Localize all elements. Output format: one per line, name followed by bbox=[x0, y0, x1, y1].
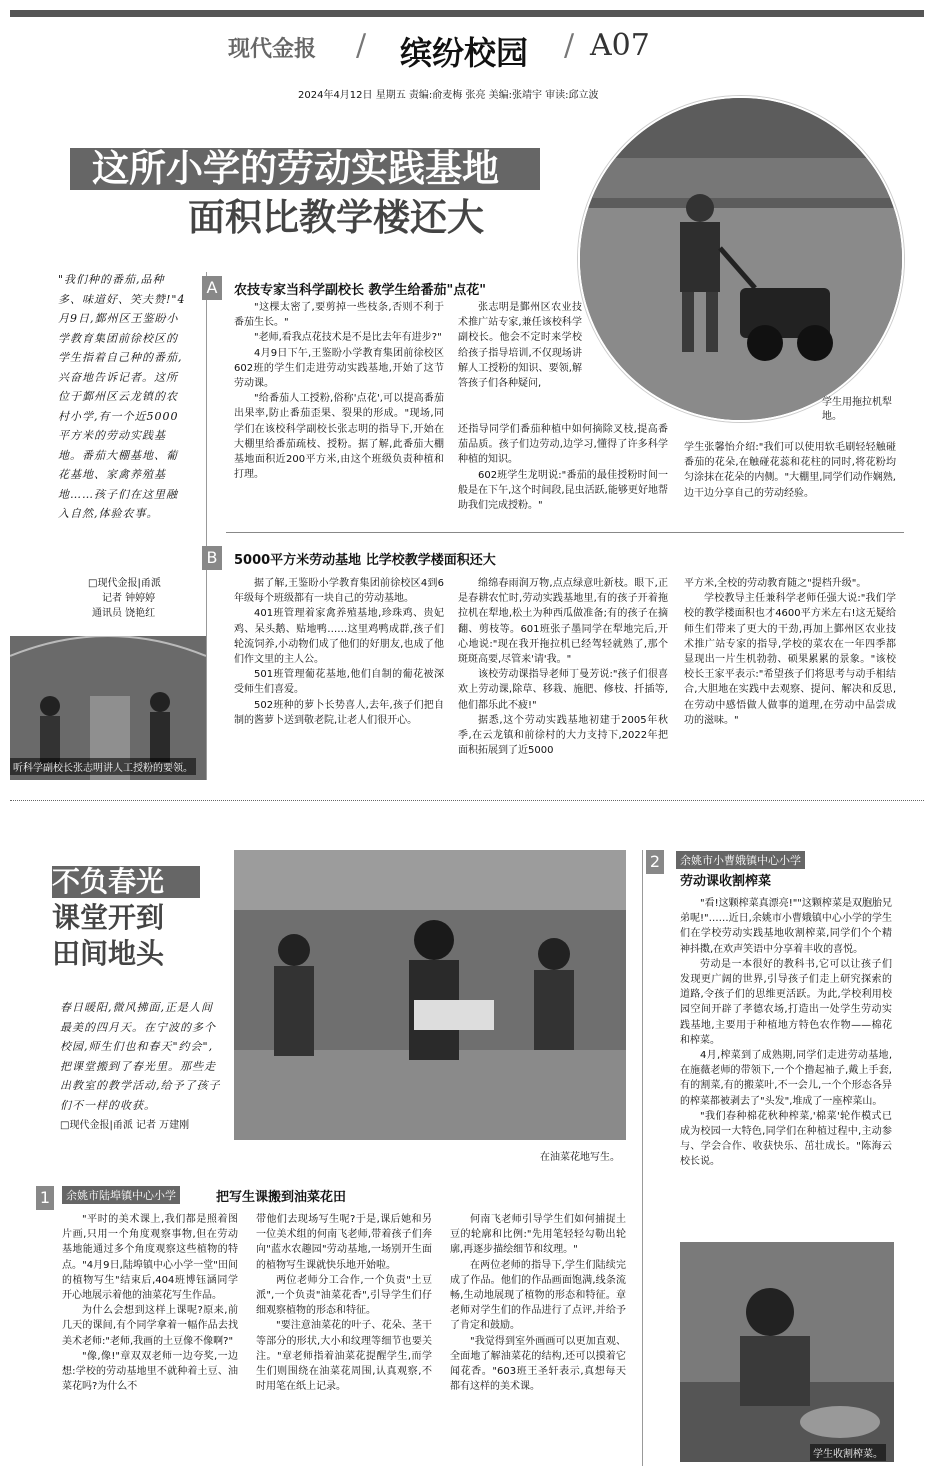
section-marker-2: 2 bbox=[646, 850, 664, 874]
paragraph: 还指导同学们番茄种植中如何摘除叉枝,提高番茄品质。孩子们边劳动,边学习,懂得了许多科学种植的知识。 bbox=[458, 424, 668, 466]
headline-bar bbox=[52, 866, 200, 898]
paragraph: 502班种的萝卜长势喜人,去年,孩子们把自制的酱萝卜送到敬老院,让老人们很开心。 bbox=[234, 699, 444, 726]
section-a-col-2a bbox=[458, 300, 582, 391]
section-marker-a: A bbox=[202, 276, 222, 300]
credit-line: 记者 钟婷婷 bbox=[102, 593, 156, 604]
mustard-harvest-photo bbox=[680, 1242, 894, 1462]
school-tag-1: 余姚市陆埠镇中心小学 bbox=[62, 1186, 180, 1204]
section-a-title: 农技专家当科学副校长 教学生给番茄"点花" bbox=[234, 283, 487, 298]
paragraph: 4月9日下午,王鉴盼小学教育集团前徐校区602班的学生们走进劳动实践基地,开始了这节劳动课。 bbox=[234, 347, 444, 390]
rapeseed-photo-caption: 在油菜花地写生。 bbox=[540, 1152, 620, 1163]
section-2-title: 劳动课收割榨菜 bbox=[680, 874, 772, 889]
paragraph: 劳动是一本很好的教科书,它可以让孩子们发现更广阔的世界,引导孩子们走上研究探索的道路,令孩子们的思维更活跃。为此,学校利用校园空间开辟了孝德农场,打造出一处学生劳动实践基地,主要用于种植地方特色农作物——棉花和榨菜。 bbox=[680, 958, 892, 1046]
section-marker-b: B bbox=[202, 546, 222, 570]
article2-credit: □现代金报|甬派 记者 万建刚 bbox=[60, 1120, 190, 1131]
paragraph: "给番茄人工授粉,俗称'点花',可以提高番茄出果率,防止番茄歪果、裂果的形成。"现场,同学们在该校科学副校长张志明的指导下,开始在大棚里给番茄疏枝、授粉。据了解,此番茄大棚基地面积近200平方米,由这个班级负责种植和打理。 bbox=[234, 393, 444, 481]
paper-name: 现代金报 bbox=[228, 36, 317, 62]
slash-divider: / bbox=[564, 28, 575, 63]
column-divider bbox=[206, 272, 207, 780]
column-divider bbox=[642, 850, 643, 1466]
school-tag-2: 余姚市小曹娥镇中心小学 bbox=[676, 851, 805, 869]
headline-line-3: 田间地头 bbox=[52, 937, 165, 970]
paragraph: "要注意油菜花的叶子、花朵、茎干等部分的形状,大小和纹理等细节也要关注。"章老师指着油菜花提醒学生,而学生们则围绕在油菜花周围,认真观察,不时用笔在纸上记录。 bbox=[256, 1320, 432, 1393]
paragraph: "看!这颗榨菜真漂亮!""这颗榨菜是双胞胎兄弟呢!"……近日,余姚市小曹娥镇中心小学的学生们在学校劳动实践基地收割榨菜,同学们个个精神抖擞,在欢声笑语中分享着丰收的喜悦。 bbox=[680, 898, 892, 955]
headline-line-2: 面积比教学楼还大 bbox=[188, 196, 484, 239]
paragraph: "像,像!"章双双老师一边夸奖,一边想:学校的劳动基地里不就种着土豆、油菜花吗?为什么不 bbox=[62, 1350, 238, 1393]
credit-line: □现代金报|甬派 bbox=[88, 578, 161, 589]
credit-line: 通讯员 饶艳红 bbox=[92, 608, 156, 619]
page-number: A07 bbox=[590, 28, 650, 63]
section-name: 缤纷校园 bbox=[400, 34, 529, 72]
paragraph: 该校劳动课指导老师丁曼芳说:"孩子们很喜欢上劳动课,除草、移栽、施肥、修枝、扦插等,他们都乐此不疲!" bbox=[458, 669, 668, 711]
section-1-title: 把写生课搬到油菜花田 bbox=[216, 1190, 347, 1205]
section-1-col-3 bbox=[450, 1212, 626, 1394]
lecture-photo bbox=[10, 636, 206, 780]
dateline: 2024年4月12日 星期五 责编:俞麦梅 张亮 美编:张靖宇 审读:邱立波 bbox=[298, 90, 599, 101]
section-a-col-3 bbox=[684, 440, 896, 501]
paragraph: 据了解,王鉴盼小学教育集团前徐校区4到6年级每个班级都有一块自己的劳动基地。 bbox=[234, 578, 444, 605]
section-1-col-1 bbox=[62, 1212, 238, 1394]
section-2-col bbox=[680, 896, 892, 1170]
paragraph: 在两位老师的指导下,学生们陆续完成了作品。他们的作品画面饱满,线条流畅,生动地展现了植物的形态和特征。章老师对学生们的作品进行了点评,并给予了肯定和鼓励。 bbox=[450, 1259, 626, 1332]
harvest-photo-illustration bbox=[680, 1242, 894, 1462]
article1-credit bbox=[88, 576, 198, 621]
paragraph: 何南飞老师引导学生们如何捕捉土豆的轮廓和比例:"先用笔轻轻勾勒出轮廓,再逐步描绘细节和纹理。" bbox=[450, 1214, 626, 1256]
paragraph: 平方米,全校的劳动教育随之"提档升级"。 bbox=[684, 578, 867, 589]
slash-divider: / bbox=[356, 28, 367, 63]
paragraph: 两位老师分工合作,一个负责"土豆派",一个负责"油菜花香",引导学生们仔细观察植物的形态和特征。 bbox=[256, 1274, 432, 1317]
section-divider bbox=[226, 532, 904, 533]
headline-line-1: 不负春光 bbox=[52, 865, 165, 898]
paragraph: 602班学生龙明说:"番茄的最佳授粉时间一般是在下午,这个时间段,昆虫活跃,能够更好地帮助我们完成授粉。" bbox=[458, 469, 668, 512]
paragraph: 401班管理着家禽养殖基地,珍珠鸡、贵妃鸡、呆头鹅、贴地鸭……这里鸡鸭成群,孩子们轮流饲养,小动物们成了他们的好朋友,也成了他们作文里的主人公。 bbox=[234, 608, 444, 666]
top-rule bbox=[10, 10, 924, 17]
paragraph: 4月,榨菜到了成熟期,同学们走进劳动基地,在施薇老师的带领下,一个个撸起袖子,戴上手套,有的割菜,有的搬菜叶,不一会儿,一个个形态各异的榨菜都被剥去了"头发",堆成了一座榨菜山。 bbox=[680, 1050, 892, 1107]
circle-photo-caption: 学生用拖拉机犁地。 bbox=[822, 397, 892, 422]
paragraph: 为什么会想到这样上课呢?原来,前几天的课间,有个同学拿着一幅作品去找美术老师:"老师,我画的土豆像不像啊?" bbox=[62, 1305, 238, 1347]
rapeseed-sketch-photo bbox=[234, 850, 626, 1140]
paragraph: "这棵太密了,要剪掉一些枝条,否则不利于番茄生长。" bbox=[234, 302, 444, 329]
section-1-col-2 bbox=[256, 1212, 432, 1394]
article-divider bbox=[10, 800, 924, 801]
section-b-col-3 bbox=[684, 576, 896, 728]
section-b-col-2 bbox=[458, 576, 668, 758]
headline-bar bbox=[70, 148, 540, 190]
section-b-title: 5000平方米劳动基地 比学校教学楼面积还大 bbox=[234, 553, 496, 568]
paragraph: 带他们去现场写生呢?于是,课后她和另一位美术组的何南飞老师,带着孩子们奔向"蓝水农趣园"劳动基地,一场别开生面的植物写生课就快乐地开始啦。 bbox=[256, 1214, 432, 1271]
lecture-photo-caption: 听科学副校长张志明讲人工授粉的要领。 bbox=[10, 758, 196, 775]
article2-lead: 春日暖阳,微风拂面,正是人间最美的四月天。在宁波的多个校园,师生们也和春天"约会",把课堂搬到了春光里。那些走出教室的教学活动,给予了孩子们不一样的收获。 bbox=[60, 1001, 221, 1112]
paragraph: "平时的美术课上,我们都是照着图片画,只用一个角度观察事物,但在劳动基地能通过多个角度观察这些植物的特点。"4月9日,陆埠镇中心小学一堂"田间的植物写生"结束后,404班博钰涵同学开心地展示着他的油菜花写生作品。 bbox=[62, 1214, 238, 1302]
paragraph: 501班管理葡花基地,他们自制的葡花被深受师生们喜爱。 bbox=[234, 669, 444, 696]
paragraph: "我们春种棉花秋种榨菜,'棉菜'轮作模式已成为校园一大特色,同学们在种植过程中,主动参与、学会合作、收获快乐、茁壮成长。"陈海云校长说。 bbox=[680, 1110, 892, 1168]
paragraph: 绵绵春雨润万物,点点绿意吐新枝。眼下,正是春耕农忙时,劳动实践基地里,有的孩子开着拖拉机在犁地,松土为种西瓜做准备;有的孩子在摘翻、剪枝等。601班张子墨同学在犁地完后,开心地说:"现在我开拖拉机已经驾轻就熟了,那个斑斑高要,尽管来'请'我。" bbox=[458, 578, 668, 666]
article1-lead: "我们种的番茄,品种多、味道好、笑夫赞!"4月9日,鄞州区王鉴盼小学教育集团前徐校区的学生指着自己种的番茄,兴奋地告诉记者。这所位于鄞州区云龙镇的农村小学,有一个近5000平方米的劳动实践基地。番茄大棚基地、葡花基地、家禽养殖基地……孩子们在这里融入自然,体验农事。 bbox=[58, 273, 186, 520]
rapeseed-photo-illustration bbox=[234, 850, 626, 1140]
headline-line-2: 课堂开到 bbox=[52, 901, 165, 934]
paragraph: 学校教导主任兼科学老师任强大说:"我们学校的教学楼面积也才4600平方米左右!这无疑给师生们带来了更大的干劲,再加上鄞州区农业技术推广站专家的指导,学校的菜农在一年四季都显现出一片生机勃勃、硕果累累的景象。"该校校长王家平表示:"希望孩子们将思考与动手相结合,大胆地在实践中去观察、提问、解决和反思,在劳动中感悟做人做事的道理,在劳动中品尝成功的滋味。" bbox=[684, 593, 896, 726]
paragraph: "我觉得到室外画画可以更加直观、全面地了解油菜花的结构,还可以摸着它闻花香。"603班王圣轩表示,真想每天都有这样的美术课。 bbox=[450, 1335, 626, 1393]
paragraph: 学生张馨怡介绍:"我们可以使用软毛刷轻轻触碰番茄的花朵,在触碰花蕊和花柱的同时,将花粉均匀涂抹在花朵的内侧。"大棚里,同学们动作娴熟,边干边分享自己的劳动经验。 bbox=[684, 442, 896, 499]
tractor-photo-illustration bbox=[580, 98, 902, 420]
tractor-photo bbox=[578, 96, 904, 422]
section-b-col-1 bbox=[234, 576, 444, 728]
paragraph: 据悉,这个劳动实践基地初建于2005年秋季,在云龙镇和前徐村的大力支持下,2022年把面积拓展到了近5000 bbox=[458, 714, 668, 757]
section-marker-1: 1 bbox=[36, 1186, 54, 1210]
section-a-col-1 bbox=[234, 300, 444, 482]
headline-line-1: 这所小学的劳动实践基地 bbox=[92, 147, 499, 190]
section-a-col-2b bbox=[458, 422, 668, 513]
harvest-photo-caption: 学生收割榨菜。 bbox=[810, 1444, 886, 1461]
paragraph: "老师,看我点花技术是不是比去年有进步?" bbox=[254, 332, 442, 344]
paragraph: 张志明是鄞州区农业技术推广站专家,兼任该校科学副校长。他会不定时来学校给孩子指导培训,不仅现场讲解人工授粉的知识、要领,解答孩子们各种疑问, bbox=[458, 302, 582, 390]
